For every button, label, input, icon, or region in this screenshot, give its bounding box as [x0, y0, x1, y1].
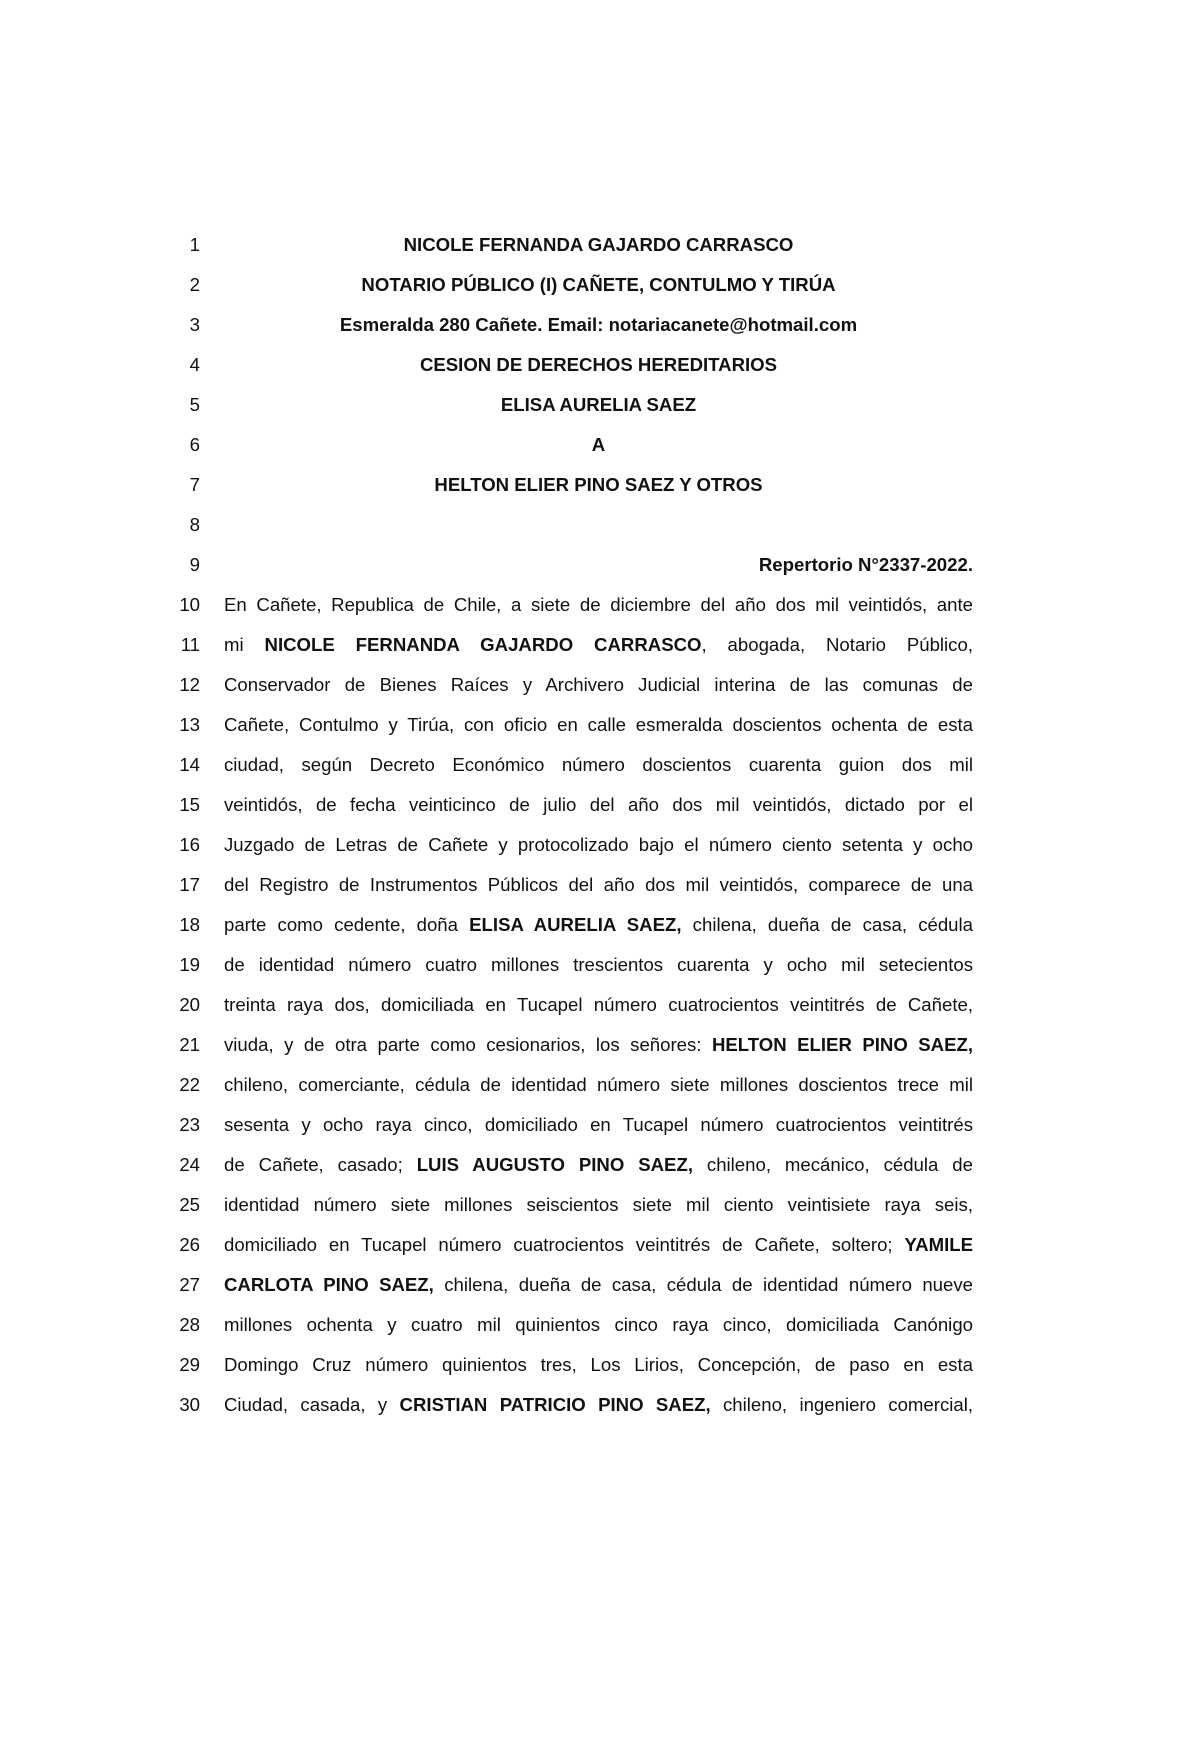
document-line [0, 985, 1200, 1025]
body-text [224, 1145, 973, 1185]
notary-name: NICOLE FERNANDA GAJARDO CARRASCO [403, 234, 794, 255]
body-text: Conservador de Bienes Raíces y Archivero Judicial interina de las comunas de [224, 674, 973, 695]
line-number: 3 [189, 314, 200, 335]
body-text-segment: de Cañete, casado; [224, 1154, 417, 1175]
line-number: 11 [180, 634, 200, 655]
document-line [0, 945, 1200, 985]
body-text: identidad número siete millones seiscientos siete mil ciento veintisiete raya seis, [224, 1194, 973, 1215]
grantee-name-inline: CARLOTA PINO SAEZ, [224, 1274, 434, 1295]
body-text: Cañete, Contulmo y Tirúa, con oficio en calle esmeralda doscientos ochenta de esta [224, 714, 973, 735]
body-text [224, 625, 973, 665]
line-number: 26 [179, 1234, 200, 1255]
line-number: 16 [179, 834, 200, 855]
line-number: 14 [179, 754, 200, 775]
document-line [0, 745, 1200, 785]
line-number: 25 [179, 1194, 200, 1215]
body-text-segment: parte como cedente, doña [224, 914, 470, 935]
body-text: Juzgado de Letras de Cañete y protocolizado bajo el número ciento setenta y ocho [224, 834, 973, 855]
document-line [0, 665, 1200, 705]
document-line [0, 465, 1200, 505]
line-number: 23 [179, 1114, 200, 1135]
line-number: 9 [189, 554, 200, 575]
document-line [0, 1265, 1200, 1305]
grantor-name-inline: ELISA AURELIA SAEZ, [469, 914, 682, 935]
body-text [224, 1025, 973, 1065]
body-text: veintidós, de fecha veinticinco de julio del año dos mil veintidós, dictado por el [224, 794, 973, 815]
document-line [0, 545, 1200, 585]
body-text-segment: mi [224, 634, 265, 655]
document-line [0, 585, 1200, 625]
line-number: 7 [189, 474, 200, 495]
line-number: 29 [179, 1354, 200, 1375]
document-line [0, 825, 1200, 865]
grantees-name: HELTON ELIER PINO SAEZ Y OTROS [434, 474, 763, 495]
line-number: 17 [179, 874, 200, 895]
body-text-segment: chilena, dueña de casa, cédula de identidad número nueve [433, 1274, 973, 1295]
line-number: 15 [179, 794, 200, 815]
document-line [0, 1185, 1200, 1225]
body-text: sesenta y ocho raya cinco, domiciliado en Tucapel número cuatrocientos veintitrés [224, 1114, 973, 1135]
body-text-segment: chileno, mecánico, cédula de [692, 1154, 973, 1175]
document-line [0, 425, 1200, 465]
document-line [0, 1385, 1200, 1425]
document-line [0, 265, 1200, 305]
grantor-name: ELISA AURELIA SAEZ [500, 394, 697, 415]
line-number: 2 [189, 274, 200, 295]
notary-address: Esmeralda 280 Cañete. Email: notariacanete@hotmail.com [339, 314, 858, 335]
body-text-segment: chilena, dueña de casa, cédula [681, 914, 973, 935]
line-number: 18 [179, 914, 200, 935]
document-line [0, 1065, 1200, 1105]
document-line [0, 1145, 1200, 1185]
body-text: En Cañete, Republica de Chile, a siete de diciembre del año dos mil veintidós, ante [224, 594, 973, 615]
line-number: 22 [179, 1074, 200, 1095]
line-number: 10 [179, 594, 200, 615]
body-text-segment: , abogada, Notario Público, [701, 634, 973, 655]
document-line [0, 1105, 1200, 1145]
document-line [0, 225, 1200, 265]
line-number: 4 [189, 354, 200, 375]
grantee-name-inline: HELTON ELIER PINO SAEZ, [711, 1034, 974, 1055]
body-text-segment: domiciliado en Tucapel número cuatrocientos veintitrés de Cañete, soltero; [224, 1234, 905, 1255]
body-text-segment: Ciudad, casada, y [224, 1394, 400, 1415]
body-text: Domingo Cruz número quinientos tres, Los Lirios, Concepción, de paso en esta [224, 1354, 973, 1375]
body-text [224, 1265, 973, 1305]
document-line [0, 785, 1200, 825]
body-text: millones ochenta y cuatro mil quinientos cinco raya cinco, domiciliada Canónigo [224, 1314, 973, 1335]
notary-name-inline: NICOLE FERNANDA GAJARDO CARRASCO [264, 634, 702, 655]
document-line [0, 625, 1200, 665]
line-number: 13 [179, 714, 200, 735]
document-line [0, 505, 1200, 545]
document-line [0, 1025, 1200, 1065]
line-number: 28 [179, 1314, 200, 1335]
line-number: 6 [189, 434, 200, 455]
line-number: 19 [179, 954, 200, 975]
document-line [0, 705, 1200, 745]
body-text [224, 1385, 973, 1425]
grantee-name-inline: LUIS AUGUSTO PINO SAEZ, [416, 1154, 693, 1175]
repertorio-number: Repertorio N°2337-2022. [758, 554, 973, 575]
body-text: del Registro de Instrumentos Públicos del año dos mil veintidós, comparece de una [224, 874, 973, 895]
connector: A [591, 434, 606, 455]
line-number: 24 [179, 1154, 200, 1175]
document-line [0, 385, 1200, 425]
body-text: treinta raya dos, domiciliada en Tucapel número cuatrocientos veintitrés de Cañete, [224, 994, 973, 1015]
document-line [0, 905, 1200, 945]
grantee-name-inline: CRISTIAN PATRICIO PINO SAEZ, [399, 1394, 711, 1415]
body-text [224, 1225, 973, 1265]
body-text: ciudad, según Decreto Económico número doscientos cuarenta guion dos mil [224, 754, 973, 775]
deed-title: CESION DE DERECHOS HEREDITARIOS [419, 354, 778, 375]
line-number: 30 [179, 1394, 200, 1415]
body-text: de identidad número cuatro millones trescientos cuarenta y ocho mil setecientos [224, 954, 973, 975]
line-number: 1 [189, 234, 200, 255]
line-number: 12 [179, 674, 200, 695]
body-text-segment: viuda, y de otra parte como cesionarios, los señores: [224, 1034, 712, 1055]
body-text: chileno, comerciante, cédula de identidad número siete millones doscientos trece mil [224, 1074, 973, 1095]
line-number: 20 [179, 994, 200, 1015]
document-line [0, 305, 1200, 345]
body-text-segment: chileno, ingeniero comercial, [710, 1394, 974, 1415]
document-line [0, 1225, 1200, 1265]
line-number: 27 [179, 1274, 200, 1295]
line-number: 8 [189, 514, 200, 535]
document-line [0, 1345, 1200, 1385]
notary-title: NOTARIO PÚBLICO (I) CAÑETE, CONTULMO Y TIRÚA [361, 274, 836, 295]
document-line [0, 1305, 1200, 1345]
document-line [0, 345, 1200, 385]
body-text [224, 905, 973, 945]
document-line [0, 865, 1200, 905]
grantee-name-inline: YAMILE [904, 1234, 973, 1255]
line-number: 5 [189, 394, 200, 415]
line-number: 21 [179, 1034, 200, 1055]
